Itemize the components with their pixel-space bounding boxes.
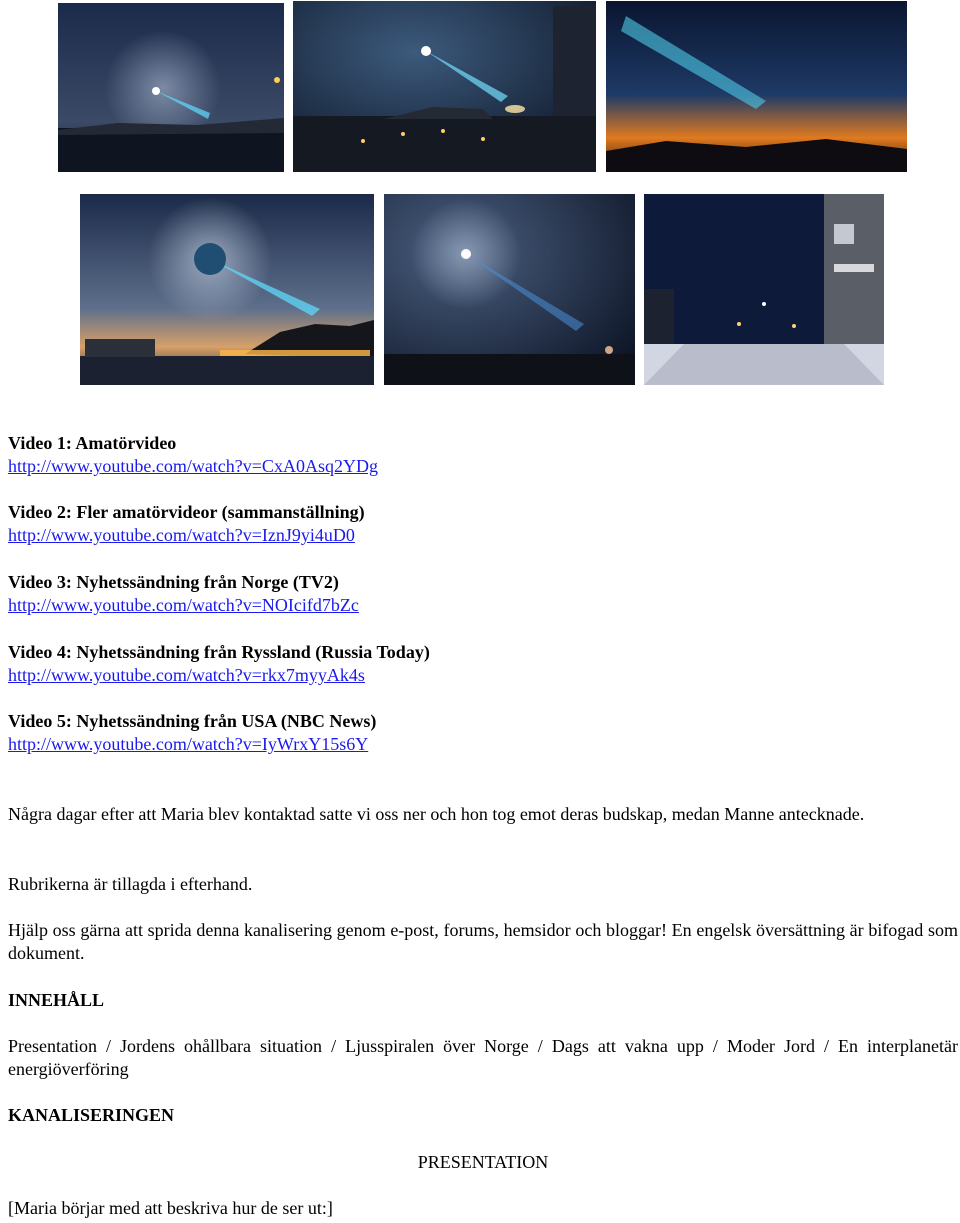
channeling-heading: KANALISERINGEN (8, 1105, 175, 1125)
spiral-photo-2 (293, 1, 596, 172)
headings-note: Rubrikerna är tillagda i efterhand. (8, 874, 253, 894)
video-3-title: Video 3: Nyhetssändning från Norge (TV2) (8, 572, 339, 592)
video-5-link[interactable]: http://www.youtube.com/watch?v=IyWrxY15s6Y (8, 734, 369, 754)
contents-list: Presentation / Jordens ohållbara situation / Ljusspiralen över Norge / Dags att vakna upp / Moder Jord / En interplanetär energiöverföring (8, 1036, 958, 1079)
video-1-link[interactable]: http://www.youtube.com/watch?v=CxA0Asq2YDg (8, 456, 378, 476)
video-3-link[interactable]: http://www.youtube.com/watch?v=NOIcifd7bZc (8, 595, 359, 615)
video-4-title: Video 4: Nyhetssändning från Ryssland (Russia Today) (8, 642, 430, 662)
share-paragraph: Hjälp oss gärna att sprida denna kanalisering genom e-post, forums, hemsidor och bloggar! En engelsk översättning är bifogad som dokument. (8, 920, 958, 963)
video-5-title: Video 5: Nyhetssändning från USA (NBC News) (8, 711, 377, 731)
video-2-title: Video 2: Fler amatörvideor (sammanställning) (8, 502, 365, 522)
video-4-link[interactable]: http://www.youtube.com/watch?v=rkx7myyAk4s (8, 665, 365, 685)
video-1-title: Video 1: Amatörvideo (8, 433, 177, 453)
spiral-photo-6 (644, 194, 884, 385)
spiral-photo-1 (58, 3, 284, 172)
spiral-photo-3 (606, 1, 907, 172)
stage-note: [Maria börjar med att beskriva hur de ser ut:] (8, 1198, 333, 1218)
spiral-photo-5 (384, 194, 635, 385)
video-2-link[interactable]: http://www.youtube.com/watch?v=IznJ9yi4uD0 (8, 525, 355, 545)
presentation-title: PRESENTATION (417, 1152, 549, 1172)
contents-heading: INNEHÅLL (8, 990, 105, 1010)
spiral-photo-4 (80, 194, 374, 385)
intro-paragraph: Några dagar efter att Maria blev kontaktad satte vi oss ner och hon tog emot deras budskap, medan Manne antecknade. (8, 804, 865, 824)
